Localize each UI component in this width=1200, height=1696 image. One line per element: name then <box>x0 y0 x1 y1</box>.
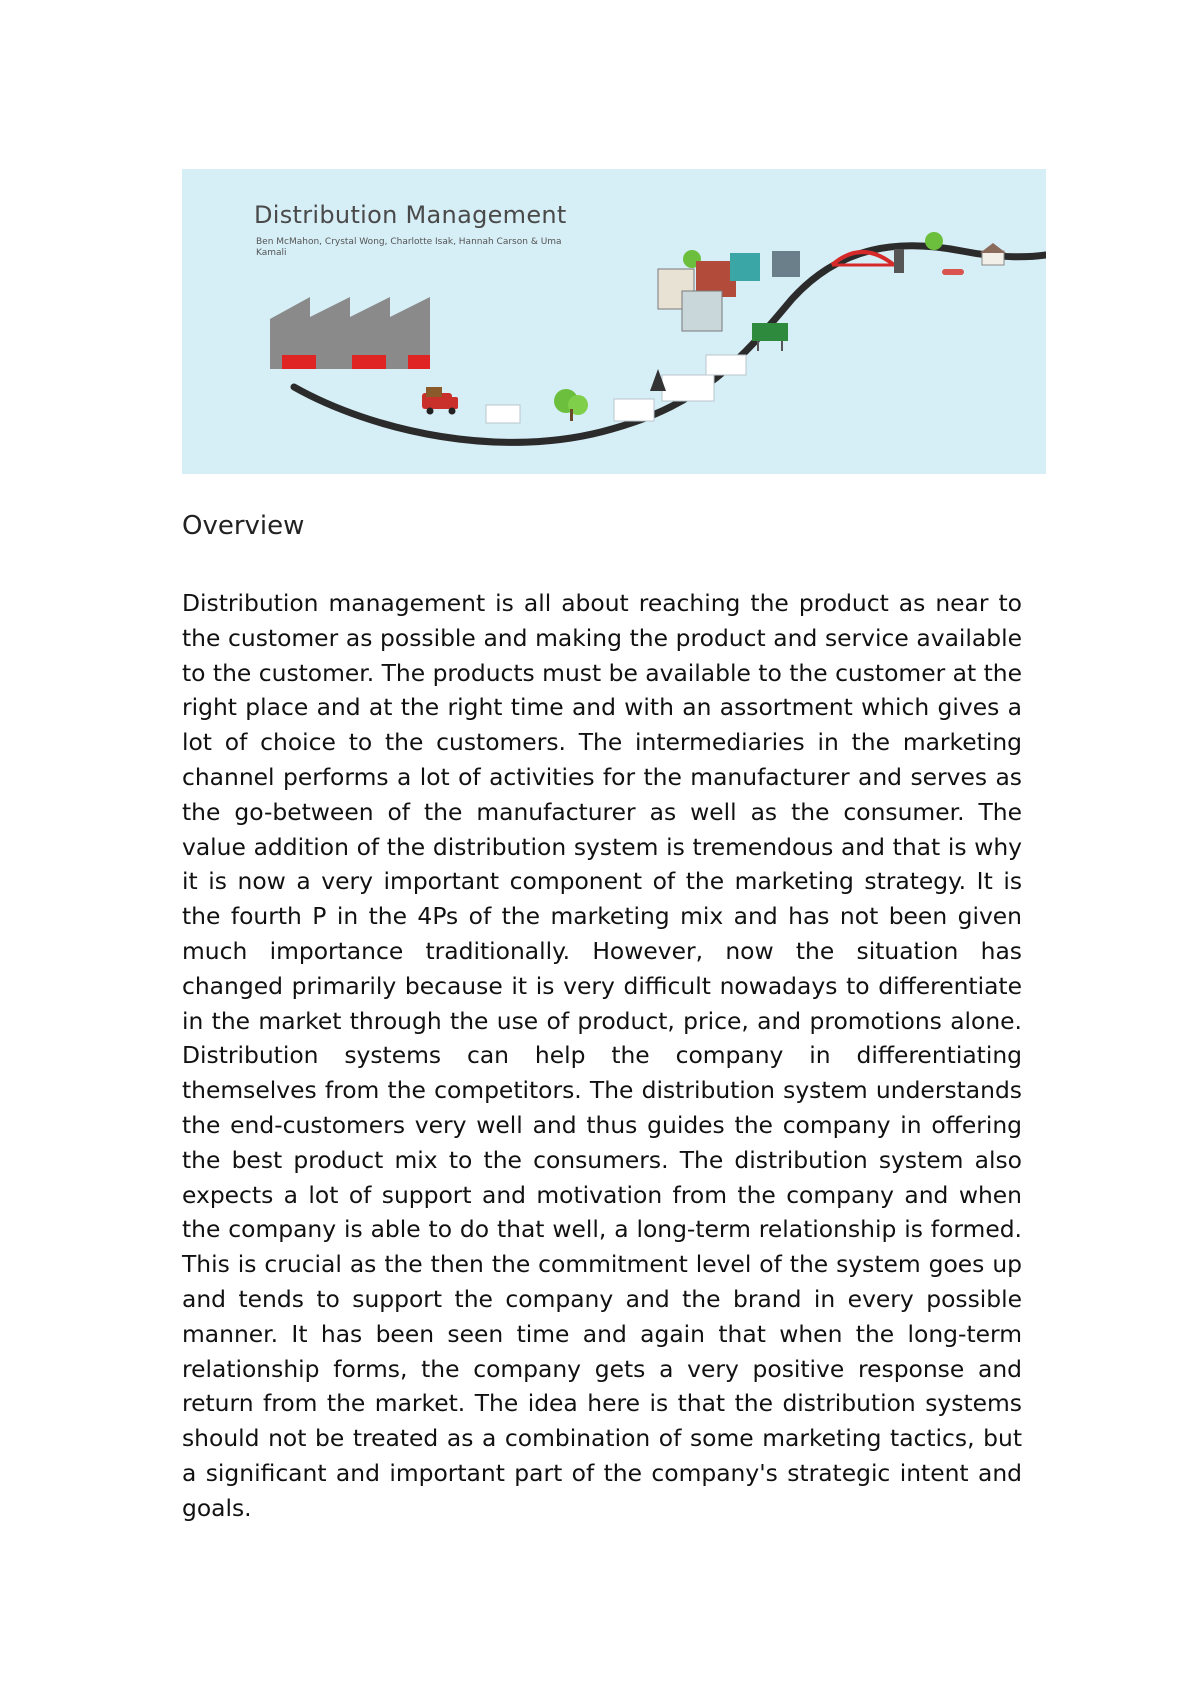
banner-authors: Ben McMahon, Crystal Wong, Charlotte Isak, Hannah Carson & Uma Kamali <box>256 237 562 258</box>
distribution-banner-image <box>182 169 1046 474</box>
document-icons <box>486 355 746 423</box>
overview-paragraph: Distribution management is all about reaching the product as near to the customer as possible and making the product and service available to the customer. The products must be available to the customer at the right place and at the right time and with an assortment which gives a lot of choice to the customers. The intermediaries in the marketing channel performs a lot of activities for the manufacturer and serves as the go-between of the manufacturer as well as the consumer. The value addition of the distribution system is tremendous and that is why it is now a very important component of the marketing strategy. It is the fourth P in the 4Ps of the marketing mix and has not been given much importance traditionally. However, now the situation has changed primarily because it is very difficult nowadays to differentiate in the market through the use of product, price, and promotions alone. Distribution systems can help the company in differentiating themselves from the competitors. The distribution system understands the end-customers very well and thus guides the company in offering the best product mix to the consumers. The distribution system also expects a lot of support and motivation from the company and when the company is able to do that well, a long-term relationship is formed. This is crucial as the then the commitment level of the system goes up and tends to support the company and the brand in every possible manner. It has been seen time and again that when the long-term relationship forms, the company gets a very positive response and return from the market. The idea here is that the distribution systems should not be treated as a combination of some marketing tactics, but a significant and important part of the company's strategic intent and goals. <box>182 589 1022 1522</box>
truck-icon <box>422 387 458 415</box>
section-heading: Overview <box>182 511 305 541</box>
factory-icon <box>270 297 430 369</box>
road-sign-icon <box>752 323 788 351</box>
banner-title: Distribution Management <box>254 201 567 229</box>
